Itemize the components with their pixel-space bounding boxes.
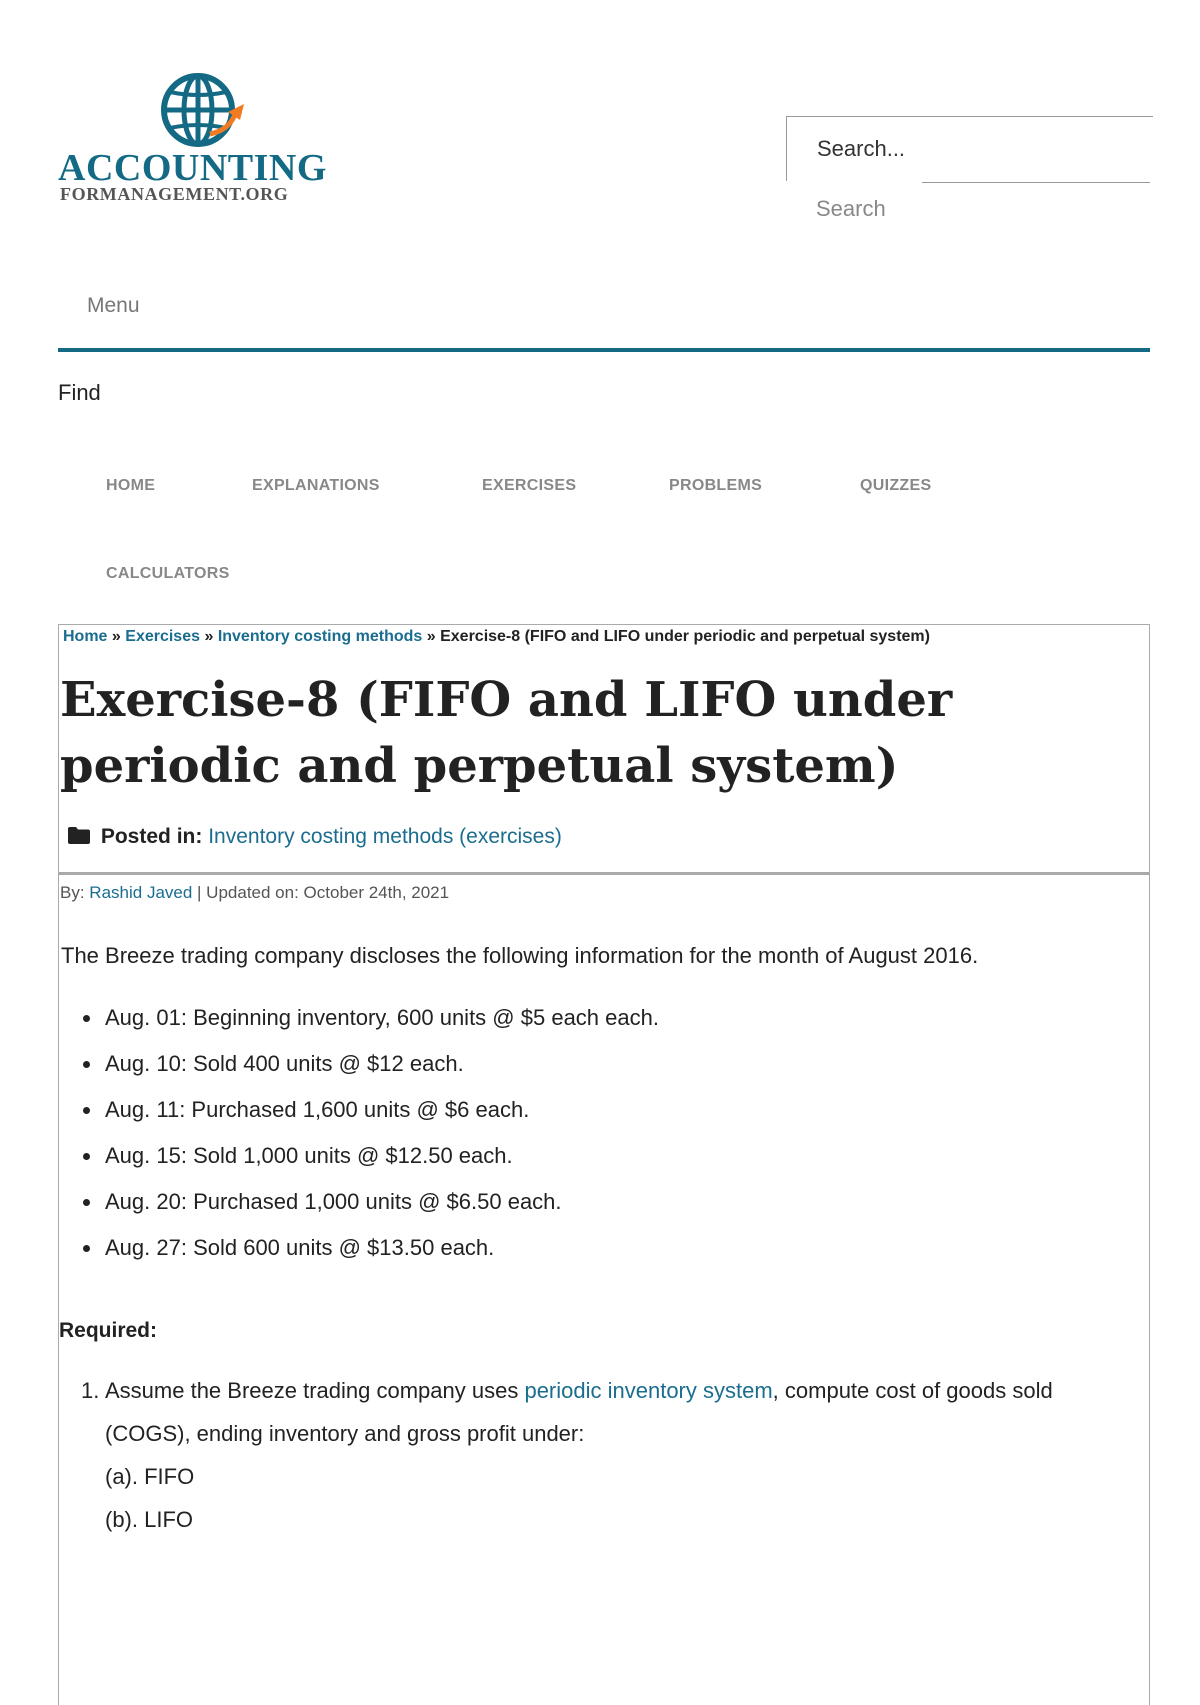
list-item-text: Aug. 01: Beginning inventory, 600 units @ $5 each each. [105,1005,659,1030]
list-item [59,1179,659,1225]
required-heading: Required: [59,1319,158,1342]
bullet [83,1107,90,1114]
list-item-text: Aug. 15: Sold 1,000 units @ $12.50 each. [105,1143,513,1168]
nav-problems[interactable]: PROBLEMS [669,477,763,494]
bullet [83,1245,90,1252]
globe-icon [158,72,248,150]
page-title: Exercise-8 (FIFO and LIFO under periodic and perpetual system) [60,672,953,794]
requirement-number: 1. [81,1378,100,1403]
nav-exercises[interactable]: EXERCISES [482,477,577,494]
breadcrumb-exercises[interactable]: Exercises [125,628,200,645]
transactions-list [59,995,659,1271]
search-form [786,116,1150,184]
nav-quizzes[interactable]: QUIZZES [860,477,932,494]
breadcrumb-separator: » [204,628,214,645]
updated-date: | Updated on: October 24th, 2021 [197,883,450,902]
requirement-item [59,1369,1139,1541]
breadcrumb [63,628,930,646]
menu-divider [58,348,1150,352]
breadcrumb-separator: » [111,628,121,645]
list-item-text: Aug. 27: Sold 600 units @ $13.50 each. [105,1235,495,1260]
posted-in [67,825,562,849]
find-label: Find [58,380,101,405]
folder-icon [67,826,91,845]
list-item [59,1225,659,1271]
list-item-text: Aug. 20: Purchased 1,000 units @ $6.50 each. [105,1189,562,1214]
logo-subtitle: FORMANAGEMENT.ORG [60,184,289,204]
list-item-text: Aug. 10: Sold 400 units @ $12 each. [105,1051,464,1076]
article-header [59,625,1149,875]
bullet [83,1015,90,1022]
option-lifo: (b). LIFO [105,1507,194,1532]
nav-calculators[interactable]: CALCULATORS [106,565,230,582]
periodic-inventory-link[interactable]: periodic inventory system [524,1378,773,1403]
article-meta [60,883,449,903]
requirement-text-before: Assume the Breeze trading company uses [105,1378,525,1403]
menu-toggle[interactable]: Menu [87,294,140,317]
search-input[interactable] [786,116,1153,181]
breadcrumb-separator: » [426,628,436,645]
breadcrumb-category[interactable]: Inventory costing methods [217,628,423,645]
bullet [83,1199,90,1206]
list-item [59,1041,659,1087]
site-logo[interactable] [58,72,348,212]
breadcrumb-home[interactable]: Home [63,628,108,645]
requirements-list [59,1369,1139,1541]
content-frame [58,624,1150,1705]
intro-paragraph: The Breeze trading company discloses the following information for the month of August 2016. [61,943,979,968]
list-item [59,995,659,1041]
nav-home[interactable]: HOME [106,477,156,494]
by-label: By: [60,883,85,902]
posted-in-label: Posted in: [100,825,203,848]
author-link[interactable]: Rashid Javed [89,883,193,902]
logo-wordmark: ACCOUNTING [58,147,327,189]
nav-explanations[interactable]: EXPLANATIONS [252,477,380,494]
breadcrumb-current: Exercise-8 (FIFO and LIFO under periodic and perpetual system) [440,628,930,645]
posted-in-category-link[interactable]: Inventory costing methods (exercises) [208,825,562,848]
list-item-text: Aug. 11: Purchased 1,600 units @ $6 each. [105,1097,530,1122]
search-underline [922,182,1150,183]
list-item [59,1133,659,1179]
bullet [83,1153,90,1160]
bullet [83,1061,90,1068]
list-item [59,1087,659,1133]
search-button[interactable]: Search [816,196,886,221]
requirement-text-after: , compute cost of goods sold (COGS), ending inventory and gross profit under: [105,1378,1053,1446]
option-fifo: (a). FIFO [105,1464,195,1489]
